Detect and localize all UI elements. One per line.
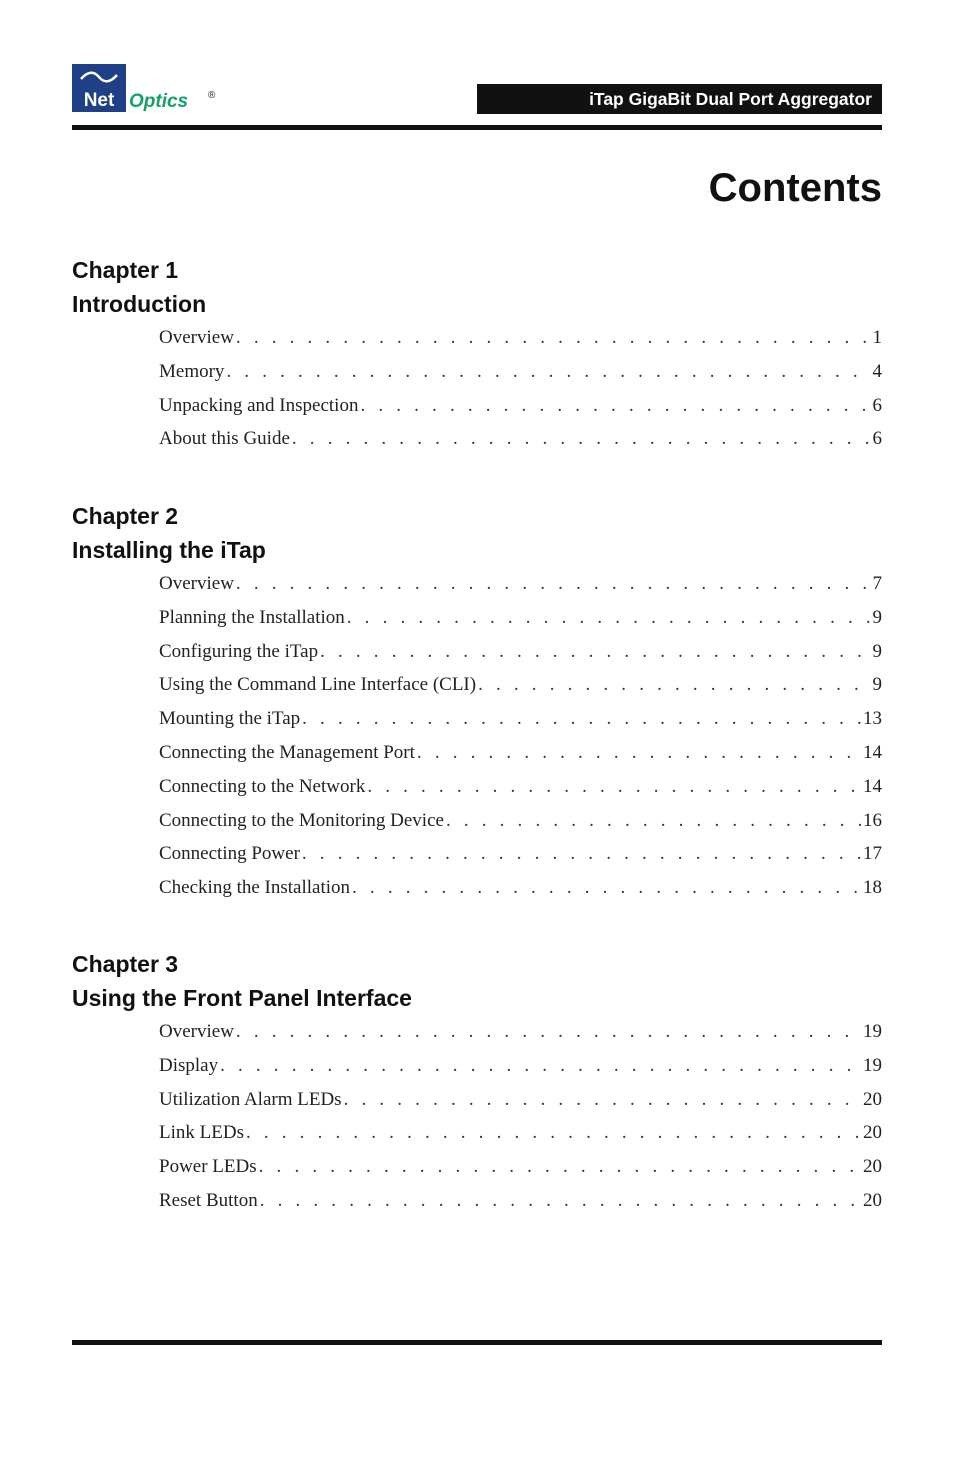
- toc-leader-dots: [360, 389, 870, 423]
- toc-entry[interactable]: [159, 389, 882, 423]
- toc-entry-page: 6: [872, 394, 882, 416]
- toc-entry[interactable]: [159, 668, 882, 702]
- toc-entry-page: 19: [863, 1054, 882, 1076]
- toc-leader-dots: [347, 601, 871, 635]
- chapter-title: Using the Front Panel Interface: [72, 985, 412, 1011]
- toc-list: [72, 321, 882, 456]
- toc-entry-label: Overview: [159, 573, 234, 594]
- toc-entry-label: Mounting the iTap: [159, 708, 301, 730]
- toc-leader-dots: [344, 1083, 861, 1117]
- toc-entry[interactable]: [159, 804, 882, 838]
- toc-leader-dots: [292, 422, 871, 456]
- toc-entry-label: Planning the Installation: [159, 606, 345, 628]
- toc-entry[interactable]: [159, 736, 882, 770]
- toc-leader-dots: [236, 321, 871, 355]
- toc-entry-label: Connecting to the Network: [159, 775, 366, 797]
- toc-entry[interactable]: [159, 1015, 882, 1049]
- toc-entry-label: Link LEDs: [159, 1122, 244, 1144]
- toc-entry-label: Utilization Alarm LEDs: [159, 1088, 342, 1110]
- toc-leader-dots: [417, 736, 861, 770]
- toc-entry-page: 20: [863, 1156, 882, 1178]
- chapter-2-section: [72, 499, 882, 905]
- toc-entry-page: 18: [863, 877, 882, 899]
- toc-entry[interactable]: [159, 1049, 882, 1083]
- toc-entry-label: Connecting Power: [159, 843, 300, 865]
- toc-entry-page: 1: [872, 327, 882, 348]
- chapter-number: Chapter 3: [72, 951, 179, 977]
- logo-registered-mark: ®: [208, 90, 216, 101]
- chapter-number: Chapter 1: [72, 257, 179, 283]
- toc-leader-dots: [302, 702, 861, 736]
- toc-entry[interactable]: [159, 1150, 882, 1184]
- footer-rule: [72, 1340, 882, 1345]
- toc-entry-label: Checking the Installation: [159, 877, 351, 899]
- toc-entry-label: Memory: [159, 360, 225, 382]
- toc-leader-dots: [226, 355, 870, 389]
- toc-entry-label: Using the Command Line Interface (CLI): [159, 674, 477, 696]
- toc-entry-label: Configuring the iTap: [159, 640, 319, 662]
- toc-entry[interactable]: [159, 1083, 882, 1117]
- toc-leader-dots: [320, 635, 870, 669]
- toc-entry-page: 4: [872, 360, 882, 382]
- toc-entry-page: 14: [863, 741, 882, 763]
- toc-entry-page: 14: [863, 775, 882, 797]
- toc-entry-page: 19: [863, 1021, 882, 1042]
- toc-entry-page: 16: [863, 809, 882, 831]
- net-optics-logo: [72, 64, 232, 114]
- toc-entry[interactable]: [159, 871, 882, 905]
- toc-entry-label: Power LEDs: [159, 1156, 257, 1178]
- toc-entry[interactable]: [159, 422, 882, 456]
- toc-entry[interactable]: [159, 770, 882, 804]
- chapter-number: Chapter 2: [72, 503, 179, 529]
- chapter-3-section: [72, 947, 882, 1218]
- toc-leader-dots: [478, 668, 870, 702]
- toc-entry-label: About this Guide: [159, 428, 290, 450]
- toc-entry-label: Unpacking and Inspection: [159, 394, 359, 416]
- toc-leader-dots: [246, 1116, 861, 1150]
- logo-net-text: Net: [72, 90, 126, 112]
- chapter-title: Introduction: [72, 291, 207, 317]
- toc-leader-dots: [260, 1184, 861, 1218]
- toc-leader-dots: [236, 1015, 861, 1049]
- toc-entry[interactable]: [159, 635, 882, 669]
- toc-entry-page: 9: [872, 606, 882, 628]
- toc-leader-dots: [259, 1150, 861, 1184]
- toc-entry-label: Connecting the Management Port: [159, 741, 415, 763]
- toc-list: [72, 1015, 882, 1218]
- toc-entry-page: 9: [872, 674, 882, 696]
- toc-entry[interactable]: [159, 355, 882, 389]
- chapter-1-section: [72, 253, 882, 456]
- toc-entry[interactable]: [159, 1116, 882, 1150]
- toc-entry-page: 7: [872, 573, 882, 594]
- toc-entry-label: Display: [159, 1054, 219, 1076]
- toc-entry[interactable]: [159, 837, 882, 871]
- toc-entry-label: Reset Button: [159, 1189, 258, 1211]
- logo-optics-text: Optics: [129, 91, 189, 112]
- toc-entry-page: 17: [863, 843, 882, 865]
- toc-entry[interactable]: [159, 321, 882, 355]
- toc-leader-dots: [220, 1049, 861, 1083]
- toc-entry-page: 20: [863, 1088, 882, 1110]
- page-title: Contents: [708, 166, 882, 210]
- product-name-badge: iTap GigaBit Dual Port Aggregator: [477, 84, 882, 114]
- toc-leader-dots: [352, 871, 861, 905]
- toc-leader-dots: [367, 770, 861, 804]
- toc-entry[interactable]: [159, 601, 882, 635]
- toc-entry-page: 20: [863, 1122, 882, 1144]
- toc-entry[interactable]: [159, 567, 882, 601]
- toc-entry-label: Connecting to the Monitoring Device: [159, 809, 444, 831]
- toc-entry-page: 9: [872, 640, 882, 662]
- toc-entry-page: 20: [863, 1189, 882, 1211]
- toc-entry-label: Overview: [159, 1021, 234, 1042]
- toc-entry[interactable]: [159, 1184, 882, 1218]
- logo-wave-icon: [72, 64, 126, 90]
- toc-leader-dots: [446, 804, 861, 838]
- toc-leader-dots: [302, 837, 861, 871]
- header-rule: [72, 125, 882, 130]
- toc-list: [72, 567, 882, 905]
- toc-entry-label: Overview: [159, 327, 234, 348]
- toc-entry-page: 6: [872, 428, 882, 450]
- chapter-title: Installing the iTap: [72, 537, 266, 563]
- toc-leader-dots: [236, 567, 871, 601]
- toc-entry-page: 13: [863, 708, 882, 730]
- toc-entry[interactable]: [159, 702, 882, 736]
